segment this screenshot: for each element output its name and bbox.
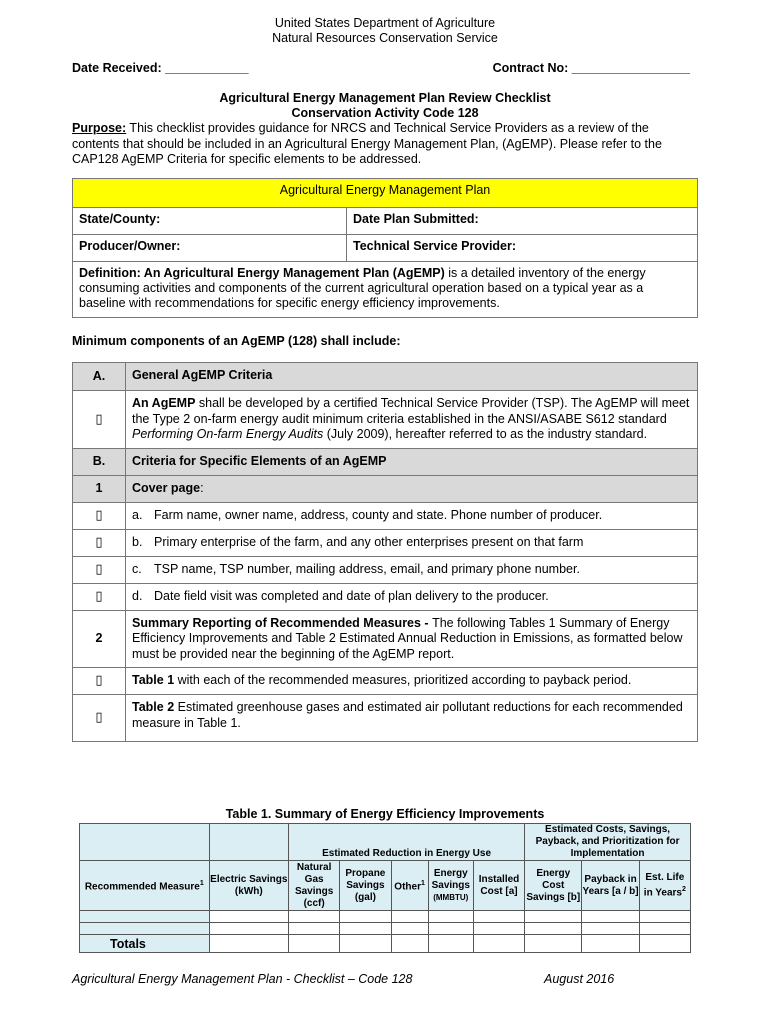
energy-improvements-table [79, 823, 691, 953]
agency-line-2: Natural Resources Conservation Service [272, 31, 498, 45]
min-components-heading: Minimum components of an AgEMP (128) shall include: [72, 334, 401, 348]
checkbox[interactable]: ▯ [95, 561, 103, 577]
col-installed-header: Installed Cost [a] [473, 861, 524, 911]
col-life-header [639, 861, 690, 911]
a-item-text-2: (July 2009), hereafter referred to as the industry standard. [323, 427, 648, 441]
col-propane-header: Propane Savings (gal) [340, 861, 391, 911]
col-other-label: Other [394, 881, 421, 893]
footer-date: August 2016 [544, 972, 615, 986]
agency-header [0, 16, 770, 46]
list-item-text: TSP name, TSP number, mailing address, email, and primary phone number. [154, 561, 580, 576]
col-natgas-header: Natural Gas Savings (ccf) [289, 861, 340, 911]
purpose-label: Purpose: [72, 121, 127, 135]
checkbox[interactable]: ▯ [95, 673, 103, 689]
list-item [126, 583, 698, 610]
list-item-letter: b. [132, 534, 143, 549]
definition-cell [73, 262, 698, 318]
table1-req-bold: Table 1 [132, 673, 175, 687]
totals-row [80, 935, 691, 953]
date-contract-row [72, 61, 690, 75]
date-plan-submitted-field[interactable]: Date Plan Submitted: [353, 212, 479, 226]
col-energycost-header: Energy Cost Savings [b] [525, 861, 582, 911]
col-electric-header: Electric Savings (kWh) [209, 861, 288, 911]
table2-req-text: Estimated greenhouse gases and estimated air pollutant reductions for each recommended measure in Table 1. [132, 700, 683, 730]
col-other-header [391, 861, 428, 911]
section-a-title: General AgEMP Criteria [126, 363, 698, 391]
col-payback-header: Payback in Years [a / b] [582, 861, 639, 911]
list-item-letter: d. [132, 588, 143, 603]
col-measure-header [80, 861, 210, 911]
col-energy-unit: (MMBTU) [433, 892, 469, 902]
subsection-2-text: The following Tables 1 Summary of Energy Efficiency Improvements and Table 2 Estimated Annual Reduction in Emissions, as formatted below must be provided near the beginning of the AgEMP report. [132, 615, 683, 661]
list-item [126, 529, 698, 556]
checkbox[interactable]: ▯ [95, 411, 103, 427]
table-row [80, 911, 691, 923]
checkbox[interactable]: ▯ [95, 588, 103, 604]
subsection-1-key: 1 [73, 475, 126, 502]
state-county-field[interactable]: State/County: [79, 212, 161, 226]
definition-label: Definition: An Agricultural Energy Management Plan (AgEMP) [79, 266, 445, 280]
col-measure-label: Recommended Measure [84, 881, 200, 893]
list-item [126, 502, 698, 529]
subsection-1-colon: : [200, 480, 204, 495]
col-life-label: Est. Life in Years [643, 871, 685, 899]
footnote-2: 2 [681, 885, 686, 893]
subsection-2-title: Summary Reporting of Recommended Measures - [132, 615, 433, 630]
a-item-text-1: shall be developed by a certified Technical Service Provider (TSP). The AgEMP will meet the Type 2 on-farm energy audit minimum criteria established in the ANSI/ASABE S612 standard [132, 396, 690, 426]
table1-caption: Table 1. Summary of Energy Efficiency Improvements [225, 807, 545, 821]
col-energy-header [428, 861, 473, 911]
list-item-letter: c. [132, 561, 142, 576]
table-row [80, 923, 691, 935]
totals-label: Totals [80, 935, 210, 953]
table2-req-bold: Table 2 [132, 700, 175, 714]
footnote-1: 1 [420, 879, 425, 887]
agency-line-1: United States Department of Agriculture [274, 16, 496, 30]
table2-requirement [126, 695, 698, 742]
a-item-bold: An AgEMP [132, 396, 196, 410]
checkbox[interactable]: ▯ [95, 534, 103, 550]
subsection-2-key: 2 [73, 610, 126, 668]
list-item-letter: a. [132, 507, 143, 522]
checkbox[interactable]: ▯ [95, 507, 103, 523]
contract-no-field[interactable]: Contract No: _________________ [492, 61, 690, 75]
list-item [126, 556, 698, 583]
date-received-field[interactable]: Date Received: ____________ [72, 61, 249, 75]
definition-text: is a detailed inventory of the energy consuming activities and components of the current agricultural operation based on a typical year as a baseline with recommendations for specific energy efficiency improvements. [79, 266, 646, 310]
col-energy-label: Energy Savings [431, 867, 470, 891]
footnote-1: 1 [199, 879, 204, 887]
group-energy-use-header: Estimated Reduction in Energy Use [289, 824, 525, 861]
checkbox[interactable]: ▯ [95, 710, 103, 726]
section-a-item [126, 391, 698, 449]
criteria-checklist-table [72, 362, 698, 742]
group-costs-header: Estimated Costs, Savings, Payback, and Prioritization for Implementation [525, 824, 691, 861]
a-item-italic: Performing On-farm Energy Audits [132, 427, 324, 441]
table1-req-text: with each of the recommended measures, prioritized according to payback period. [174, 673, 632, 687]
title-line-2: Conservation Activity Code 128 [291, 106, 479, 120]
producer-owner-field[interactable]: Producer/Owner: [79, 239, 181, 253]
purpose-text: This checklist provides guidance for NRCS and Technical Service Providers as a review of the contents that should be included in an Agricultural Energy Management Plan, (AgEMP). Please refer to the CAP128 AgEMP Criteria for specific elements to be addressed. [72, 121, 662, 166]
list-item-text: Farm name, owner name, address, county and state. Phone number of producer. [154, 507, 603, 522]
footer-title: Agricultural Energy Management Plan - Checklist – Code 128 [72, 972, 413, 986]
purpose-paragraph [72, 121, 692, 168]
list-item-text: Primary enterprise of the farm, and any other enterprises present on that farm [154, 534, 584, 549]
title-line-1: Agricultural Energy Management Plan Review Checklist [219, 91, 551, 105]
document-title [0, 91, 770, 121]
tsp-field[interactable]: Technical Service Provider: [353, 239, 517, 253]
subsection-1-title: Cover page [132, 480, 201, 495]
plan-table-heading: Agricultural Energy Management Plan [73, 179, 698, 208]
table1-requirement [126, 668, 698, 695]
section-b-title: Criteria for Specific Elements of an AgEMP [126, 448, 698, 475]
plan-info-table [72, 178, 698, 318]
subsection-2-cell [126, 610, 698, 668]
section-b-key: B. [73, 448, 126, 475]
subsection-1-title-cell [126, 475, 698, 502]
list-item-text: Date field visit was completed and date of plan delivery to the producer. [154, 588, 549, 603]
section-a-key: A. [73, 363, 126, 391]
